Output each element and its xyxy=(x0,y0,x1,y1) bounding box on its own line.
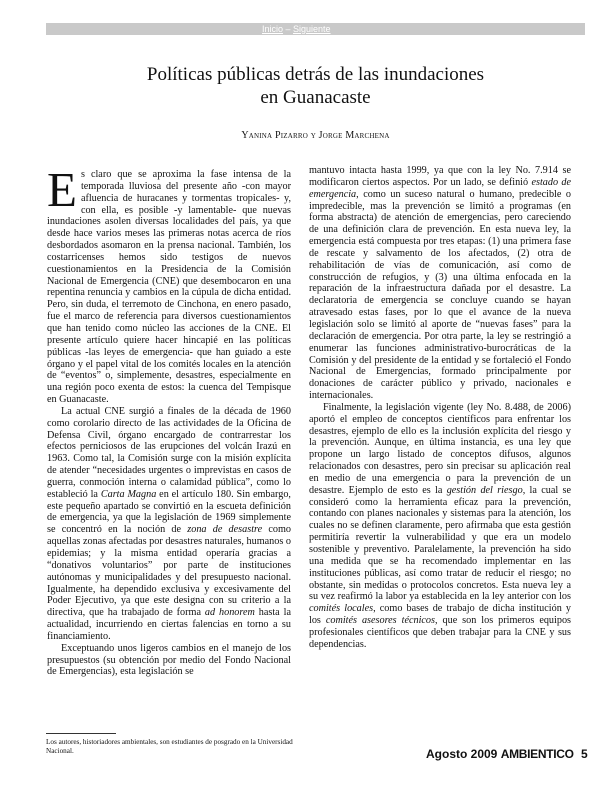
article-authors: Yanina Pizarro y Jorge Marchena xyxy=(241,130,390,141)
nav-separator: – xyxy=(283,24,294,34)
top-navigation xyxy=(262,23,331,35)
italic-term: comités asesores técnicos xyxy=(325,615,435,627)
paragraph-2: La actual CNE surgió a finales de la década de 1960 como corolario directo de las actividades de la Oficina de Defensa Civil, órgano encargado de contrarrestar los efectos perniciosos de las erupciones del volcán Irazú en 1963. Como tal, la Comisión surge con la misión explícita de atender “necesidades urgentes o imprevistas en casos de guerra, conmoción interna o calamidad pública”, como lo estableció la Carta Magna en el artículo 180. Sin embargo, este pequeño apartado se convirtió en la escueta definición de emergencia, ya que la legislación de 1969 simplemente se concentró en la noción de zona de desastre como aquellas zonas afectadas por desastres naturales, humanos o epidemias; y la misma entidad operaría gracias a “donativos voluntarios” por parte de instituciones autónomas y municipalidades y del presupuesto nacional. Igualmente, ha dependido exclusiva y excesivamente del Poder Ejecutivo, ya que este designa con su criterio a la directiva, que ha trabajado de forma ad honorem hasta la actualidad, incurriendo en ciertas falencias en torno a su financiamiento. xyxy=(47,405,291,642)
drop-cap: E xyxy=(47,162,77,217)
siguiente-link[interactable]: Siguiente xyxy=(293,24,331,34)
inicio-link[interactable]: Inicio xyxy=(262,24,284,34)
page-footer xyxy=(426,747,588,761)
title-line-2: en Guanacaste xyxy=(260,87,371,108)
italic-term: comités locales xyxy=(309,603,374,615)
issue-date: Agosto 2009 xyxy=(426,747,498,761)
right-column xyxy=(309,165,571,651)
title-line-1: Políticas públicas detrás de las inundaciones xyxy=(146,64,485,85)
italic-term: zona de desastre xyxy=(187,524,263,536)
italic-term: ad honorem xyxy=(204,607,255,619)
paragraph-1-text: s claro que se aproxima la fase intensa de la temporada lluviosa del presente año -con mayor afluencia de huracanes y tormentas tropicales- y, con ella, es posible -y lamentable- que nuevas inundaciones asolen diversas localidades del país, ya que desde hace varios meses las primeras notas acerca de ríos desbordados asomaron en la prensa nacional. También, los costarricenses hemos sido testigos de nuevos cuestionamientos en la Presidencia de la Comisión Nacional de Emergencia (CNE) que desembocaron en una repentina renuncia y cambios en la cúpula de dicha entidad. Pero, sin duda, el terremoto de Cinchona, en enero pasado, fue el marco de referencia para diversos cuestionamientos que han tenido como núcleo las acciones de la CNE. El presente artículo quiere hacer hincapié en las políticas públicas -las leyes de emergencia- que han guiado a este órgano y el papel vital de los comités locales en la atención de “eventos” o, simplemente, desastres, especialmente en una región poco exenta de estos: la cuenca del Tempisque en Guanacaste. xyxy=(47,169,291,406)
footnote: Los autores, historiadores ambientales, son estudiantes de posgrado en la Universidad Nacional. xyxy=(46,738,293,755)
italic-term: gestión del riesgo xyxy=(446,484,523,496)
footnote-divider xyxy=(46,733,116,734)
paragraph-1 xyxy=(47,162,291,406)
paragraph-3: Exceptuando unos ligeros cambios en el manejo de los presupuestos (su obtención por medio del Fondo Nacional de Emergencias), esta legislación se xyxy=(47,642,291,678)
page-number: 5 xyxy=(581,747,588,761)
paragraph-5: Finalmente, la legislación vigente (ley No. 8.488, de 2006) aportó el empleo de conceptos científicos para enfrentar los desastres, ejemplo de ello es la inclusión explícita del riesgo y la prevención. Aunque, en última instancia, es una ley que propone un largo listado de conceptos difusos, algunos relacionados con desastres, pero sin precisar su aplicación real en medio de una emergencia o para la prevención de un desastre. Ejemplo de esto es la gestión del riesgo, la cual se consideró como la herramienta eficaz para la prevención, contando con planes nacionales y sistemas para la atención, los cuales no se definen claramente, pero afirmaba que esta gestión permitiría revertir la vulnerabilidad y que era un modelo sostenible y preventivo. Paralelamente, la prevención ha sido una medida que se ha recomendado implementar en las instituciones públicas, así como tratar de reducir el riesgo; no obstante, sin medidas o protocolos concretos. Esta nueva ley a su vez reafirmó la labor ya establecida en la ley anterior con los comités locales, como bases de trabajo de dicha institución y los comités asesores técnicos, que son los primeros equipos profesionales científicos que deben trabajar para la CNE y sus dependencias. xyxy=(309,401,572,650)
italic-term: estado de emergencia xyxy=(309,176,571,200)
italic-term: Carta Magna xyxy=(100,488,157,500)
magazine-logo: AMBIENTICO xyxy=(500,747,574,761)
left-column xyxy=(47,162,291,678)
paragraph-4: mantuvo intacta hasta 1999, ya que con la ley No. 7.914 se modificaron ciertos aspectos. Por un lado, se definió estado de emergencia, como un suceso natural o humano, predecible o impredecible, mas la prevención se limitó a programas (en forma abstracta) de atención de emergencias, pero careciendo de una definición clara de prevención. En esta nueva ley, la emergencia está compuesta por tres etapas: (1) una primera fase de rescate y salvamento de los afectados, (2) otra de rehabilitación de vías de comunicación, así como de construcción de refugios, y (3) una última enfocada en la reparación de la infraestructura dañada por el desastre. La declaratoria de emergencia se concluye cuando se hayan atravesado estas fases, por lo que el avance de la nueva legislación solo se limitó al aporte de “nuevas fases” para la declaración de emergencia. Por otra parte, la ley se restringió a enumerar las funciones administrativo-burocráticas de la Comisión y del presidente de la entidad y se fortaleció el Fondo Nacional de Emergencias, formado principalmente por donaciones de carácter público y privado, nacionales e internacionales. xyxy=(309,165,571,402)
article-title xyxy=(46,63,585,109)
